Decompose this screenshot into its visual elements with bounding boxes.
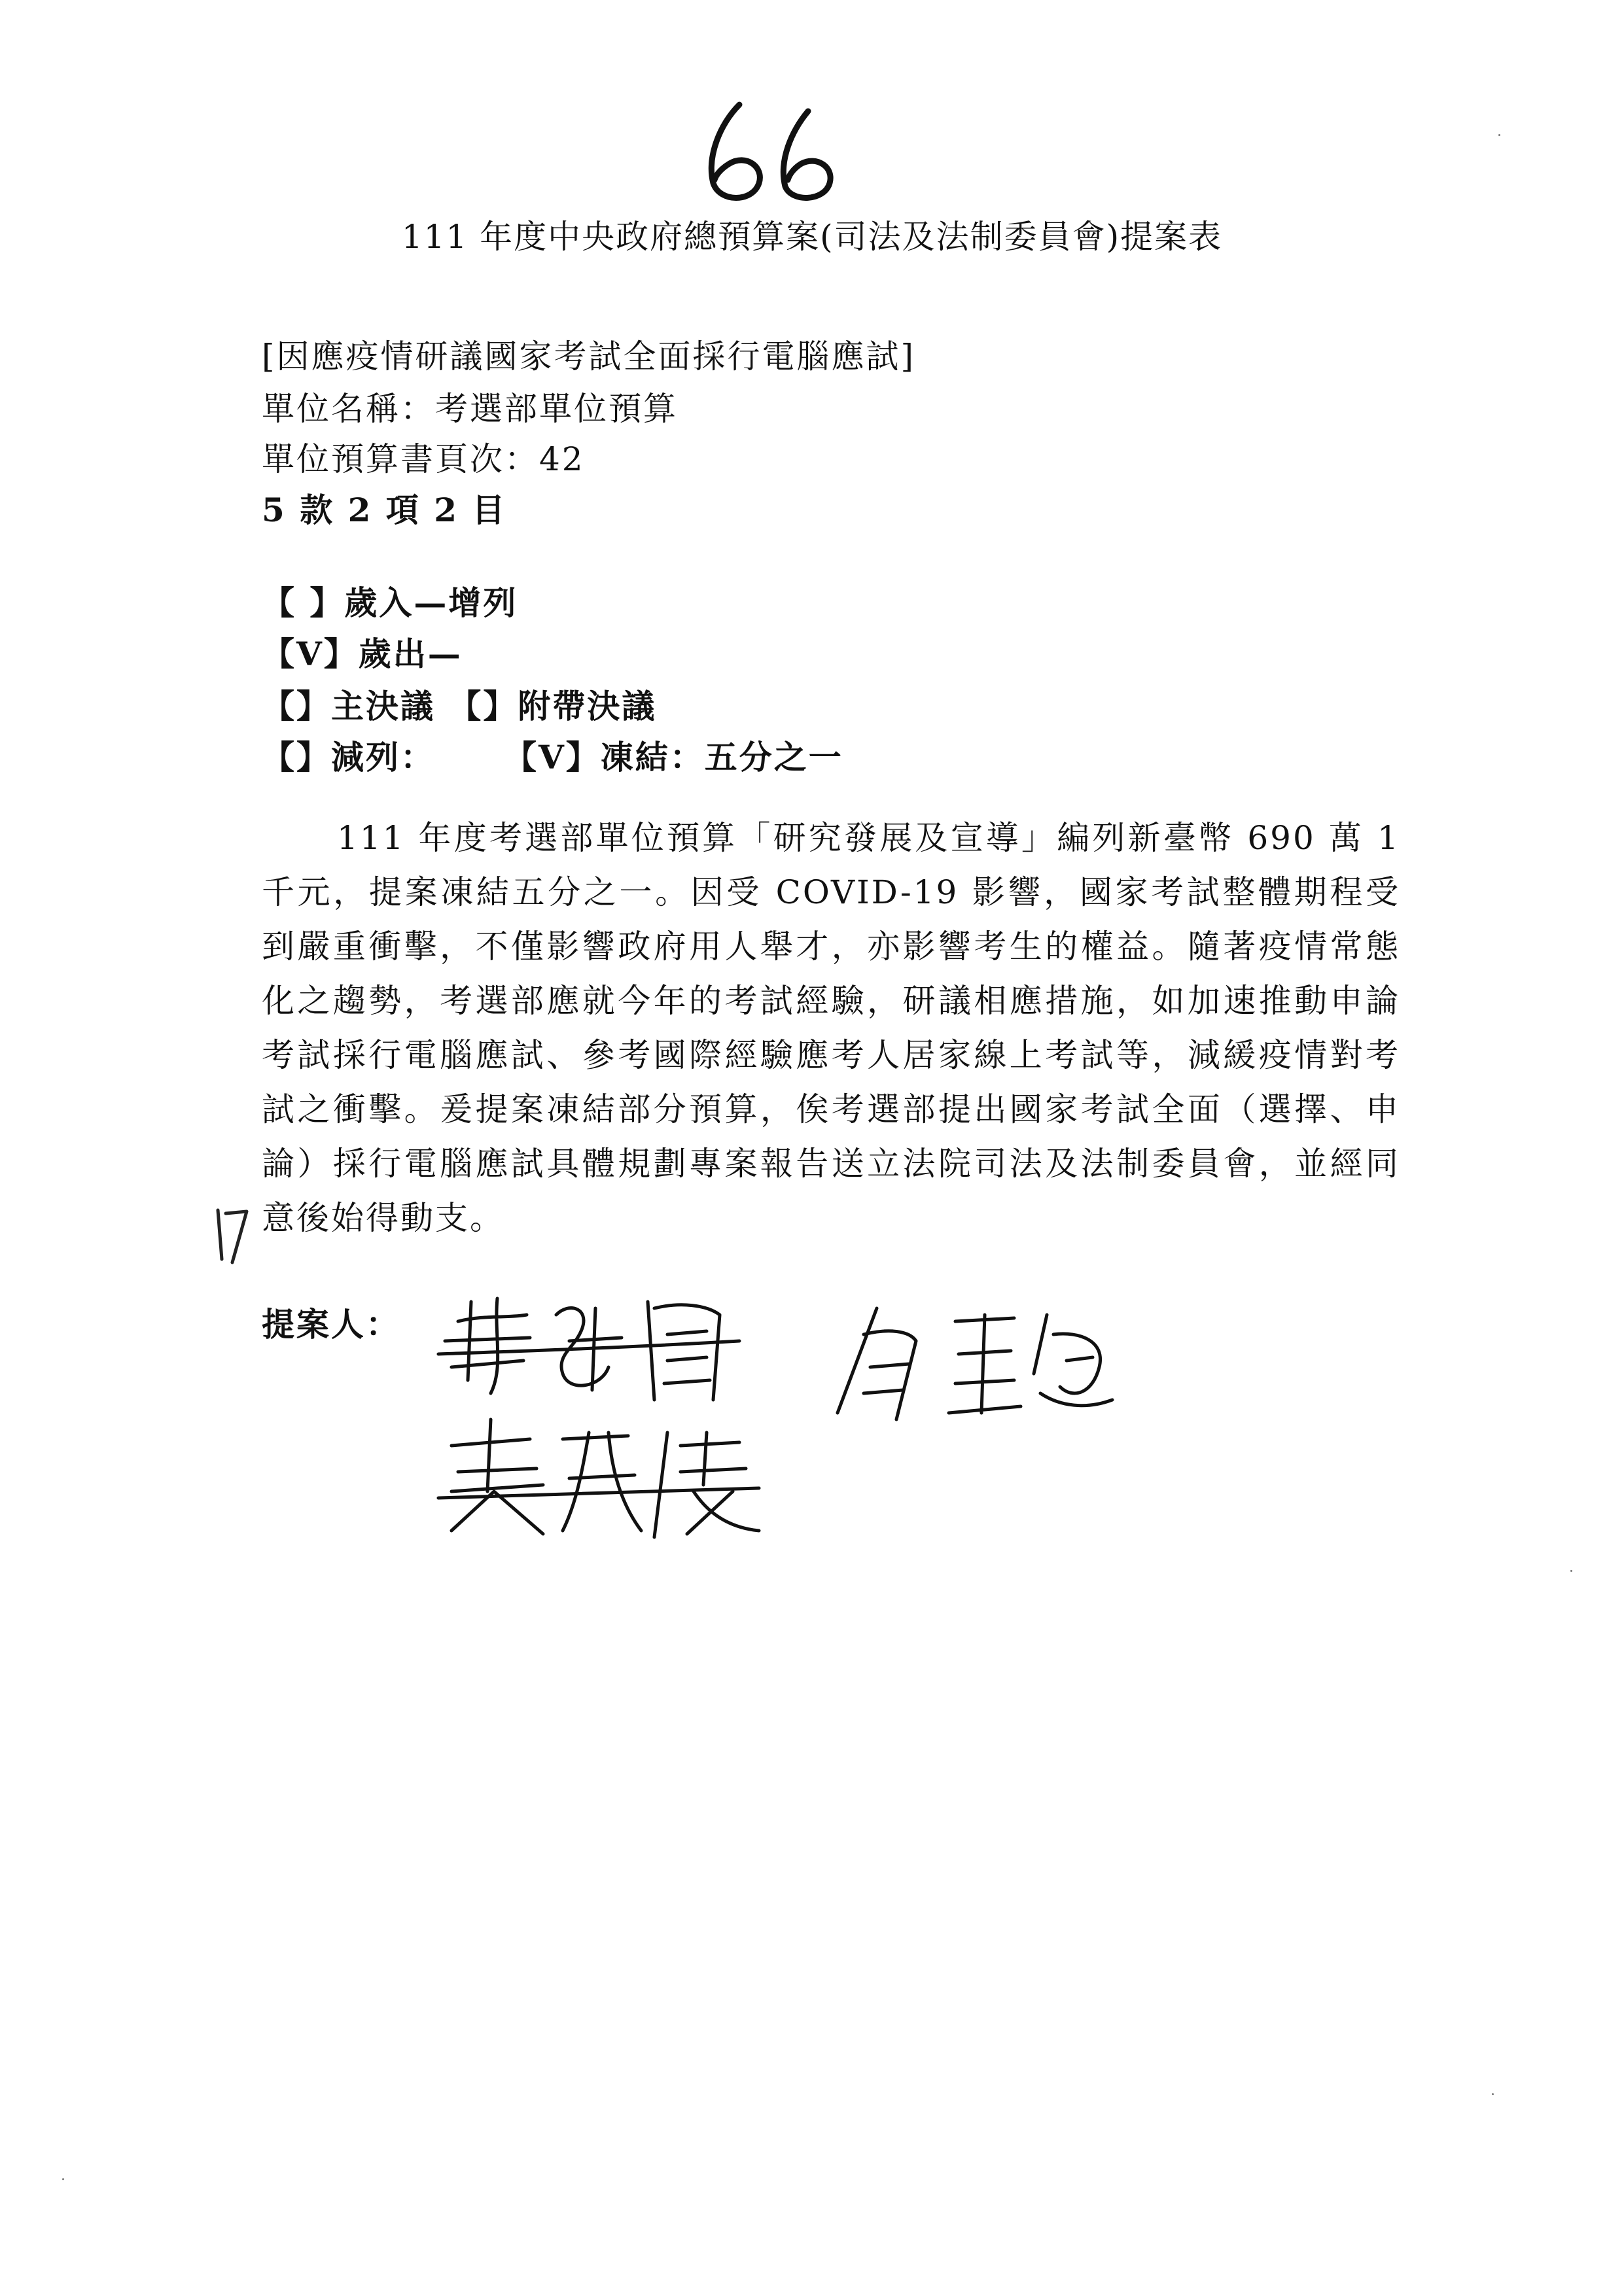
scan-speck	[62, 2178, 64, 2180]
signature-scribble-icon	[432, 1406, 772, 1544]
subject-line: [因應疫情研議國家考試全面採行電腦應試]	[262, 338, 916, 375]
margin-mark	[213, 1204, 252, 1269]
handwritten-66-icon	[694, 98, 851, 209]
scan-speck	[1492, 2093, 1494, 2095]
reduce-label: 【】減列：	[262, 738, 435, 776]
signature-scribble-icon	[824, 1295, 1125, 1426]
budget-page-line: 單位預算書頁次：42	[262, 440, 585, 478]
section-line: 5 款 2 項 2 目	[262, 491, 507, 529]
signature-scribble-icon	[432, 1276, 772, 1413]
scan-speck	[1570, 1570, 1572, 1572]
handwritten-17-icon	[213, 1204, 252, 1269]
scan-speck	[1498, 134, 1500, 136]
revenue-increase-line: 【 】歲入—增列	[262, 583, 518, 622]
unit-name-line: 單位名稱：考選部單位預算	[262, 390, 678, 428]
handwritten-page-number	[694, 98, 851, 209]
document-title: 111 年度中央政府總預算案(司法及法制委員會)提案表	[401, 218, 1223, 256]
freeze-label: 【V】凍結：五分之一	[504, 738, 843, 776]
expenditure-line: 【V】歲出—	[262, 635, 463, 673]
resolution-line: 【】主決議 【】附帶決議	[262, 687, 657, 725]
signature-2	[824, 1295, 1125, 1426]
signature-1	[432, 1276, 772, 1413]
proposer-label: 提案人：	[262, 1305, 400, 1344]
signature-3	[432, 1406, 772, 1544]
proposal-body: 111 年度考選部單位預算「研究發展及宣導」編列新臺幣 690 萬 1 千元，提案凍結五分之一。因受 COVID-19 影響，國家考試整體期程受到嚴重衝擊，不僅影響政府用人舉才，亦影響考生的權益。隨著疫情常態化之趨勢，考選部應就今年的考試經驗，研議相應措施，如加速推動申論考試採行電腦應試、參考國際經驗應考人居家線上考試等，減緩疫情對考試之衝擊。爰提案凍結部分預算，俟考選部提出國家考試全面（選擇、申論）採行電腦應試具體規劃專案報告送立法院司法及法制委員會，並經同意後始得動支。	[262, 819, 1400, 1237]
